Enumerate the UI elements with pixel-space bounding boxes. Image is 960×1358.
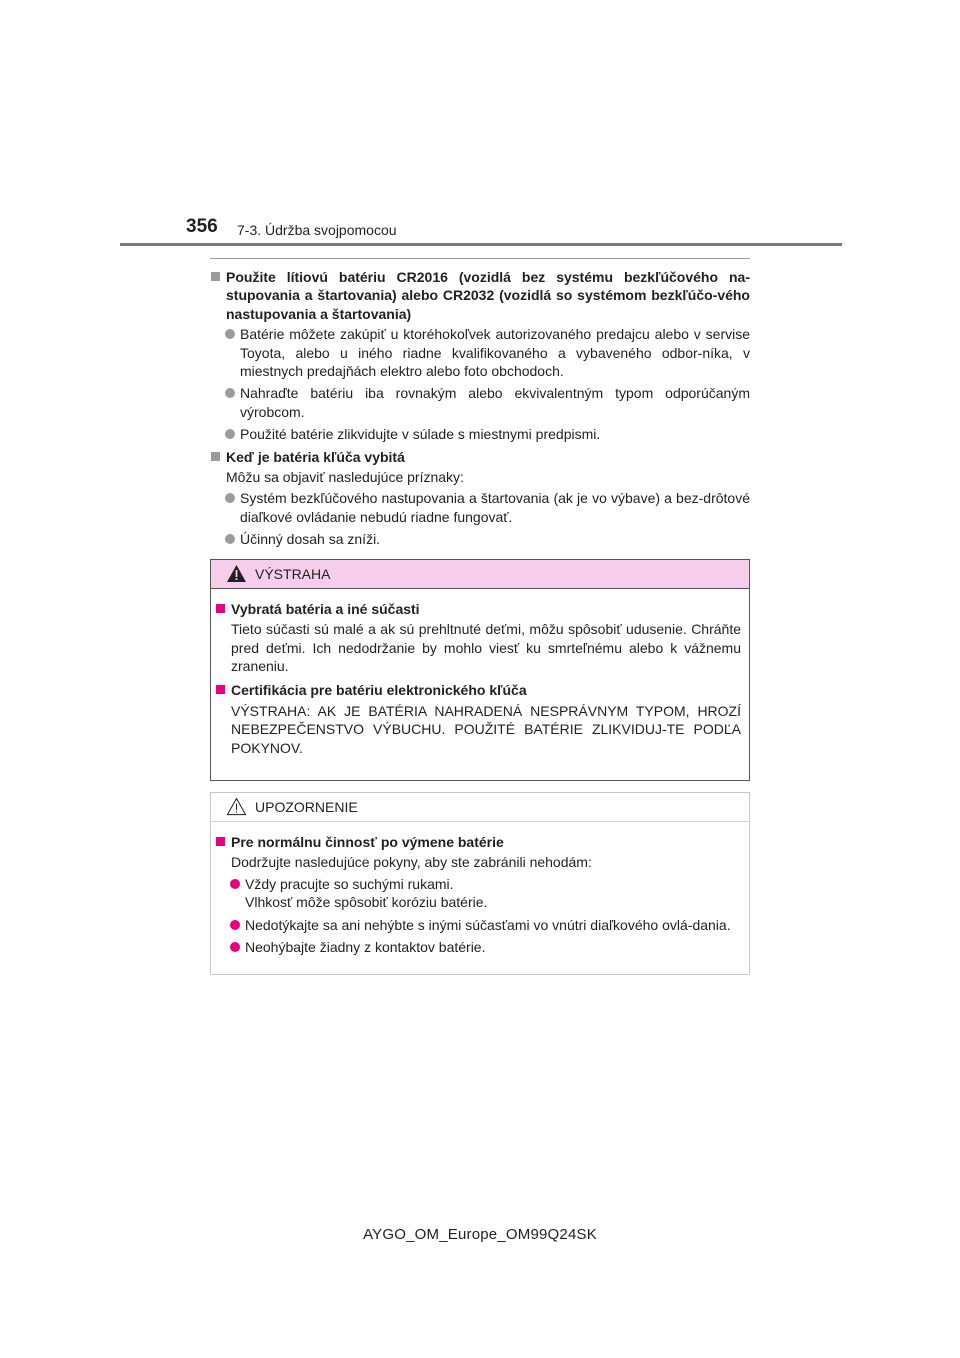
warning-item-text: VÝSTRAHA: AK JE BATÉRIA NAHRADENÁ NESPRÁVNYM TYPOM, HROZÍ NEBEZPEČENSTVO VÝBUCHU. POUŽITÉ BATÉRIE ZLIKVIDUJ-TE PODĽA POKYNOV.	[231, 702, 741, 756]
square-bullet-icon	[216, 837, 225, 846]
section-heading-battery-type	[210, 268, 750, 323]
caution-label: UPOZORNENIE	[255, 798, 358, 815]
list-item-text: Použité batérie zlikvidujte v súlade s miestnymi predpismi.	[240, 426, 601, 443]
header-rule	[120, 243, 842, 246]
square-bullet-icon	[211, 452, 220, 461]
section-heading-battery-depleted	[210, 448, 750, 466]
round-bullet-icon	[230, 879, 240, 889]
list-item	[210, 489, 750, 526]
list-item-text: Vlhkosť môže spôsobiť koróziu batérie.	[245, 894, 488, 911]
warning-item-title: Certifikácia pre batériu elektronického kľúča	[231, 682, 527, 699]
list-item	[210, 425, 750, 443]
list-item-text: Systém bezkľúčového nastupovania a štartovania (ak je vo výbave) a bez-drôtové diaľkové ovládanie nebudú riadne fungovať.	[240, 490, 750, 525]
round-bullet-icon	[225, 429, 235, 439]
list-item	[210, 325, 750, 380]
caution-triangle-icon	[226, 797, 247, 816]
section-title: 7-3. Údržba svojpomocou	[237, 222, 397, 238]
section-heading-text: Použite lítiovú batériu CR2016 (vozidlá bez systému bezkľúčového na-stupovania a štartovania) alebo CR2032 (vozidlá so systémom bezkľúčo-vého nastupovania a štartovania)	[226, 269, 750, 322]
warning-triangle-icon	[226, 564, 247, 583]
list-item-text: Nahraďte batériu iba rovnakým alebo ekvivalentným typom odporúčaným výrobcom.	[240, 385, 750, 420]
list-item-text: Neohýbajte žiadny z kontaktov batérie.	[245, 938, 486, 955]
page-number: 356	[186, 216, 218, 237]
round-bullet-icon	[225, 329, 235, 339]
caution-box-header	[211, 793, 749, 822]
square-bullet-icon	[211, 272, 220, 281]
footer-document-code: AYGO_OM_Europe_OM99Q24SK	[363, 1226, 597, 1243]
caution-item-title: Pre normálnu činnosť po výmene batérie	[231, 833, 504, 850]
caution-box	[210, 792, 750, 975]
list-item-text: Vždy pracujte so suchými rukami.	[245, 875, 454, 892]
list-item	[210, 384, 750, 421]
warning-box	[210, 559, 750, 781]
square-bullet-icon	[216, 604, 225, 613]
warning-item-text: Tieto súčasti sú malé a ak sú prehltnuté deťmi, môžu spôsobiť udusenie. Chráňte pred deťmi. Ich nedodržanie by mohlo viesť ku smrteľnému alebo k vážnemu zraneniu.	[231, 621, 741, 674]
warning-box-body	[211, 589, 749, 780]
warning-label: VÝSTRAHA	[255, 565, 331, 582]
list-item	[215, 938, 741, 956]
round-bullet-icon	[225, 534, 235, 544]
caution-item-heading	[215, 833, 741, 851]
list-item-text: Batérie môžete zakúpiť u ktoréhokoľvek autorizovaného predajcu alebo v servise Toyota, alebo u iného riadne kvalifikovaného a vybaveného odbor-níka, v miestnych predajňách elektro alebo foto obchodoch.	[240, 326, 750, 380]
list-item	[215, 875, 741, 912]
list-item	[210, 530, 750, 548]
content-top-rule	[210, 258, 750, 259]
round-bullet-icon	[225, 493, 235, 503]
caution-intro: Dodržujte nasledujúce pokyny, aby ste zabránili nehodám:	[231, 854, 592, 871]
section-heading-text: Keď je batéria kľúča vybitá	[226, 448, 405, 465]
list-item-text: Účinný dosah sa zníži.	[240, 531, 381, 548]
warning-item-title: Vybratá batéria a iné súčasti	[231, 600, 420, 617]
square-bullet-icon	[216, 685, 225, 694]
warning-box-header	[211, 560, 749, 589]
round-bullet-icon	[225, 388, 235, 398]
warning-item-heading	[215, 600, 741, 618]
round-bullet-icon	[230, 942, 240, 952]
page-content	[210, 258, 750, 975]
list-item-text: Nedotýkajte sa ani nehýbte s inými súčasťami vo vnútri diaľkového ovlá-dania.	[245, 916, 731, 933]
section-intro: Môžu sa objaviť nasledujúce príznaky:	[226, 469, 464, 486]
list-item	[215, 916, 741, 934]
round-bullet-icon	[230, 920, 240, 930]
warning-item-heading	[215, 681, 741, 699]
caution-box-body	[211, 822, 749, 974]
